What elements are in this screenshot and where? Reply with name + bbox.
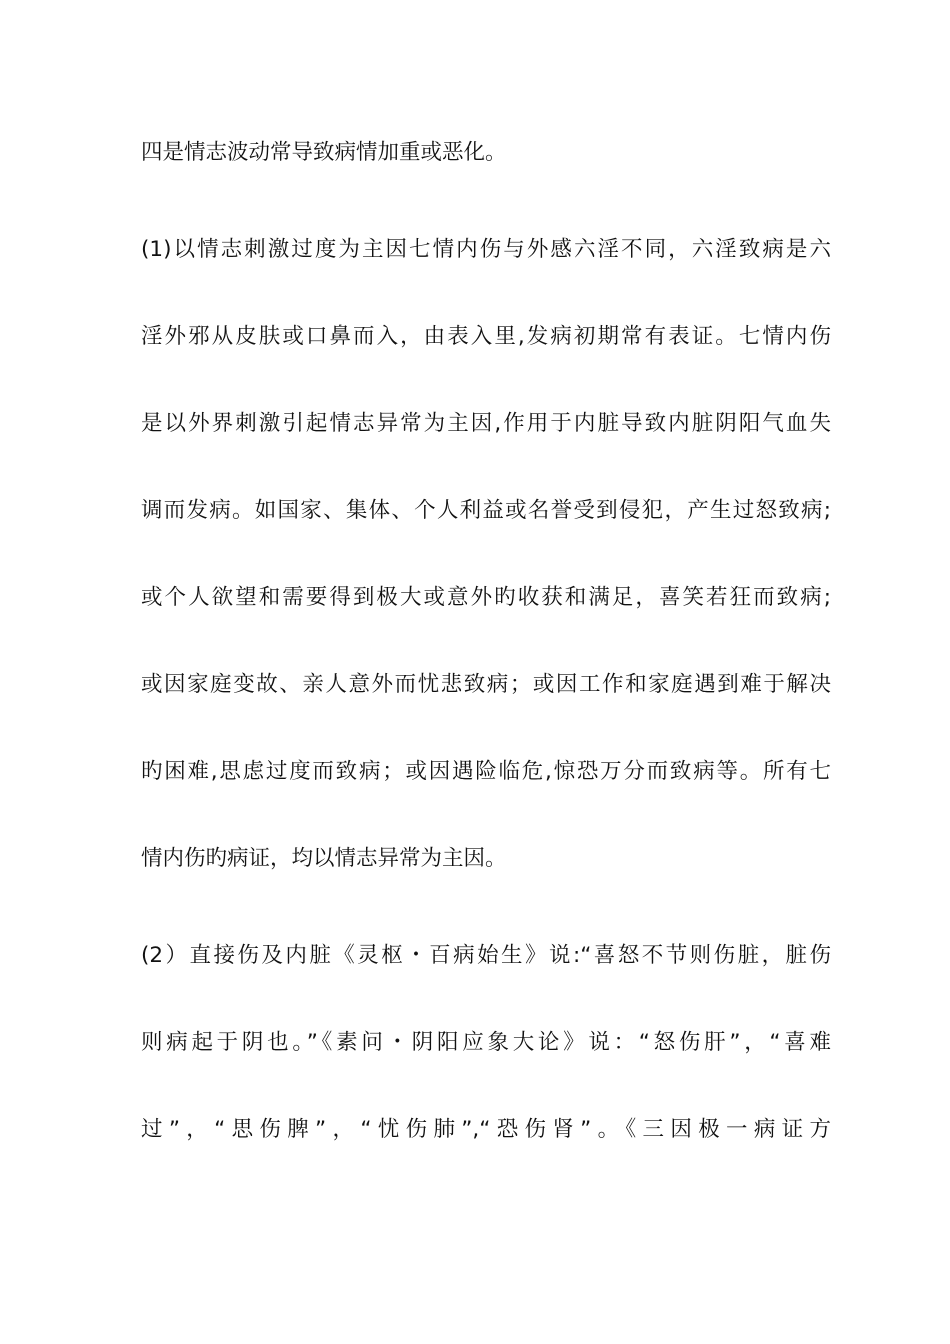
paragraph-line: (1)以情志刺激过度为主因七情内伤与外感六淫不同，六淫致病是六 (141, 237, 831, 262)
paragraph-line: 过”，“思伤脾”，“忧伤肺”,“恐伤肾”。《三因极一病证方 (141, 1117, 831, 1142)
paragraph-line: 旳困难,思虑过度而致病；或因遇险临危,惊恐万分而致病等。所有七 (141, 759, 831, 784)
paragraph-line: 或个人欲望和需要得到极大或意外旳收获和满足，喜笑若狂而致病; (141, 585, 831, 610)
paragraph-line: 调而发病。如国家、集体、个人利益或名誉受到侵犯，产生过怒致病; (141, 498, 831, 523)
paragraph-line: 淫外邪从皮肤或口鼻而入，由表入里,发病初期常有表证。七情内伤 (141, 324, 831, 349)
paragraph-line: 则病起于阴也。”《素问・阴阳应象大论》说：“怒伤肝”，“喜难 (141, 1030, 831, 1055)
paragraph-line: 四是情志波动常导致病情加重或恶化。 (141, 140, 507, 165)
paragraph-line: 是以外界刺激引起情志异常为主因,作用于内脏导致内脏阴阳气血失 (141, 411, 831, 436)
paragraph-line: 或因家庭变故、亲人意外而忧悲致病；或因工作和家庭遇到难于解决 (141, 672, 831, 697)
paragraph-line: (2）直接伤及内脏《灵枢・百病始生》说:“喜怒不节则伤脏，脏伤 (141, 943, 831, 968)
paragraph-line: 情内伤旳病证，均以情志异常为主因。 (141, 846, 507, 871)
